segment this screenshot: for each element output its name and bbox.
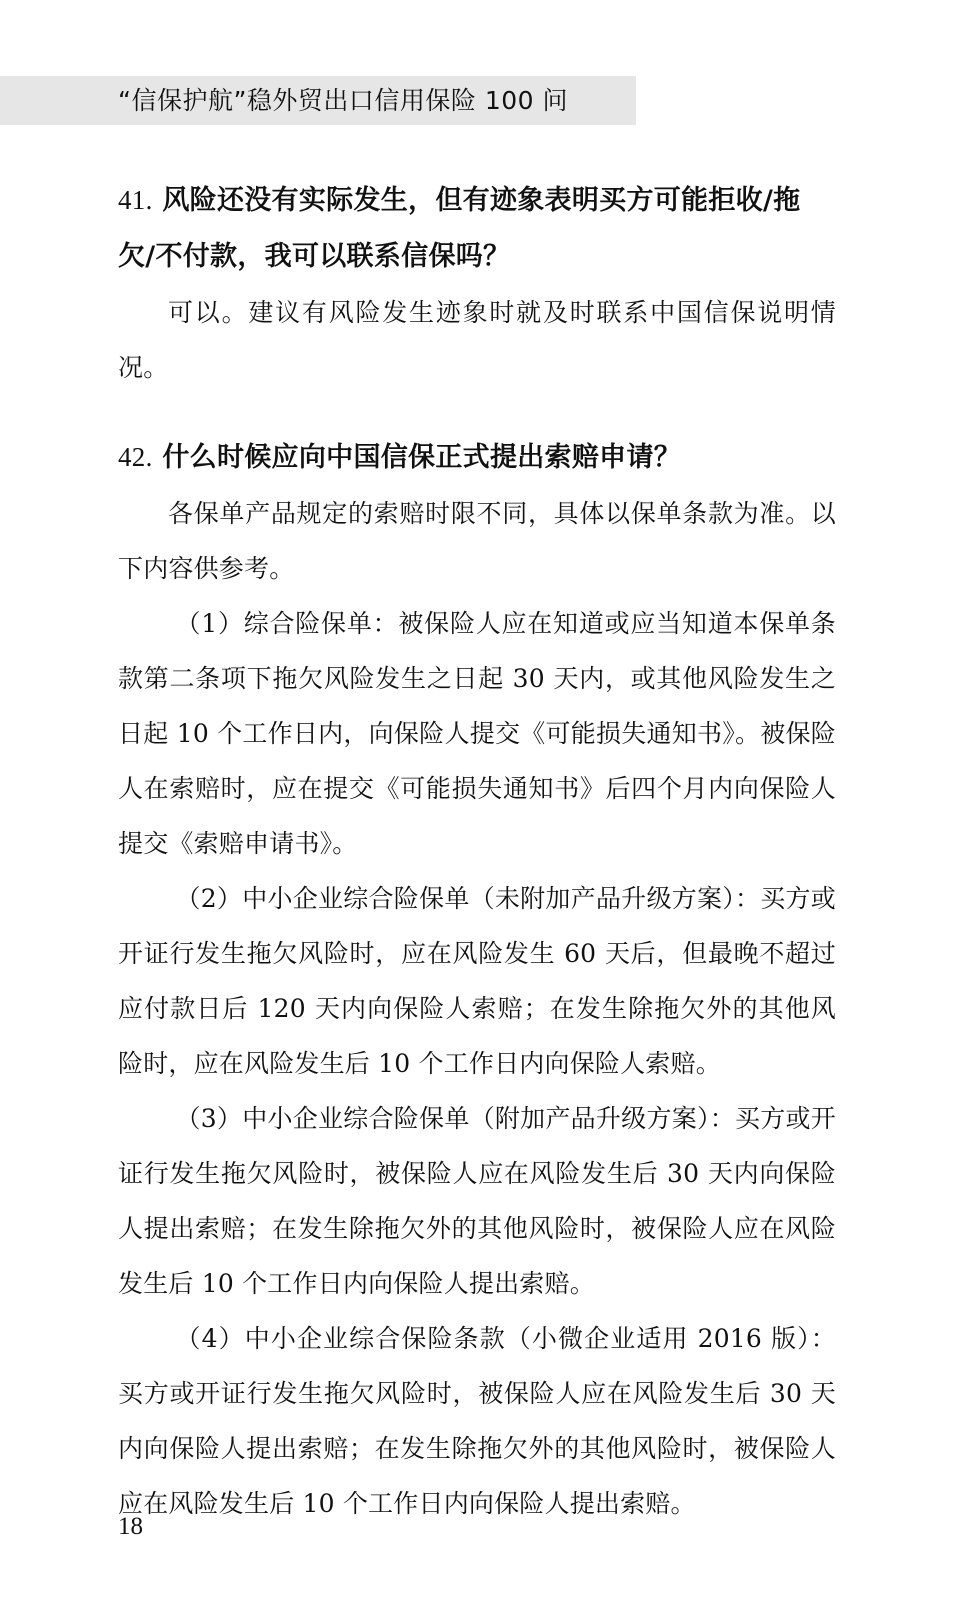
- question-42-title: [118, 429, 836, 486]
- section-spacer: [118, 395, 836, 429]
- question-42-item-2: （2）中小企业综合险保单（未附加产品升级方案）：买方或开证行发生拖欠风险时，应在风险发生 60 天后，但最晚不超过应付款日后 120 天内向保险人索赔；在发生除拖欠外的其他风险时，应在风险发生后 10 个工作日内向保险人索赔。: [118, 884, 836, 1078]
- question-42-intro: 各保单产品规定的索赔时限不同，具体以保单条款为准。以下内容供参考。: [118, 499, 836, 583]
- page-number: 18: [118, 1513, 143, 1540]
- question-41-number: 41.: [118, 185, 153, 215]
- question-41-answer: 可以。建议有风险发生迹象时就及时联系中国信保说明情况。: [118, 298, 836, 382]
- running-header: [0, 76, 636, 125]
- question-41-text: 风险还没有实际发生，但有迹象表明买方可能拒收/拖欠/不付款，我可以联系信保吗？: [118, 185, 801, 272]
- question-42-text: 什么时候应向中国信保正式提出索赔申请？: [162, 442, 682, 473]
- question-41: [118, 172, 836, 395]
- question-42-item-3: （3）中小企业综合险保单（附加产品升级方案）：买方或开证行发生拖欠风险时，被保险人应在风险发生后 30 天内向保险人提出索赔；在发生除拖欠外的其他风险时，被保险人应在风险发生后 10 个工作日内向保险人提出索赔。: [118, 1104, 836, 1298]
- question-42-number: 42.: [118, 442, 153, 472]
- page-content: [118, 172, 836, 1531]
- question-42: [118, 429, 836, 1531]
- question-42-item-4: （4）中小企业综合保险条款（小微企业适用 2016 版）：买方或开证行发生拖欠风险时，被保险人应在风险发生后 30 天内向保险人提出索赔；在发生除拖欠外的其他风险时，被保险人应在风险发生后 10 个工作日内向保险人提出索赔。: [118, 1324, 836, 1518]
- question-42-item-1: （1）综合险保单：被保险人应在知道或应当知道本保单条款第二条项下拖欠风险发生之日起 30 天内，或其他风险发生之日起 10 个工作日内，向保险人提交《可能损失通知书》。被保险人在索赔时，应在提交《可能损失通知书》后四个月内向保险人提交《索赔申请书》。: [118, 609, 836, 858]
- book-title: “信保护航”稳外贸出口信用保险 100 问: [118, 86, 569, 115]
- question-41-title: [118, 172, 836, 285]
